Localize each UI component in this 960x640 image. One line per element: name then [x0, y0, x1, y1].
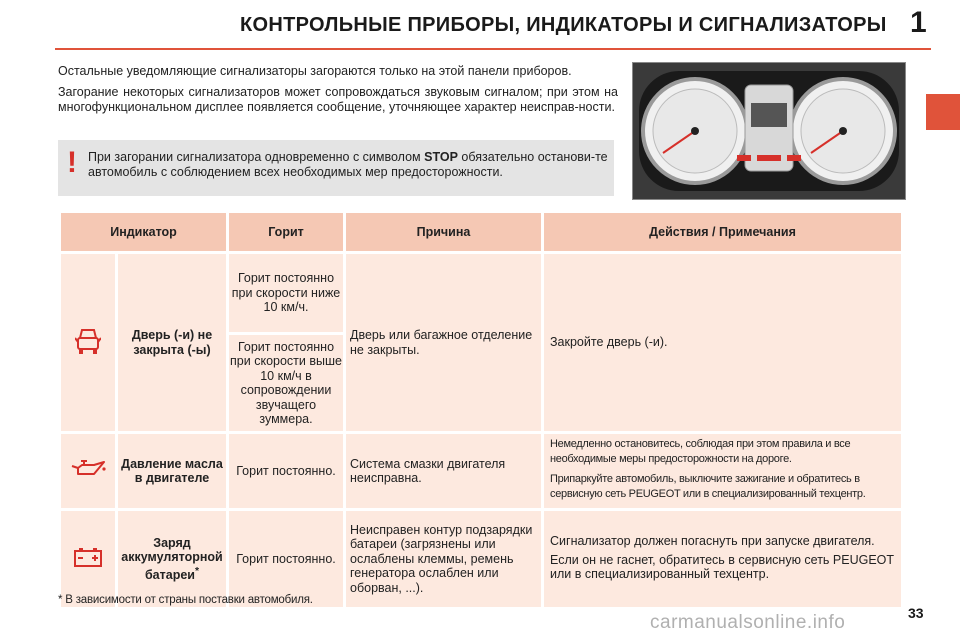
- page-header-title: КОНТРОЛЬНЫЕ ПРИБОРЫ, ИНДИКАТОРЫ И СИГНАЛИЗАТОРЫ: [240, 14, 887, 36]
- header-cause: Причина: [346, 213, 541, 251]
- table-row: [61, 254, 901, 332]
- intro-paragraph-2: Загорание некоторых сигнализаторов может сопровождаться звуковым сигналом; при этом на многофункциональном дисплее появляется сообщение, уточняющее характер неисправ-ности.: [58, 85, 618, 114]
- action-text: [544, 434, 901, 508]
- indicator-name-text: Заряд аккумуляторной батареи: [121, 535, 223, 582]
- warning-text-start: При загорании сигнализатора одновременно с символом: [88, 150, 425, 164]
- header-rule: [55, 48, 931, 50]
- indicator-name: [118, 511, 226, 607]
- on-condition: Горит постоянно при скорости выше 10 км/ч в сопровождении звучащего зуммера.: [229, 335, 343, 431]
- warning-stop-word: STOP: [424, 150, 458, 164]
- header-indicator: Индикатор: [61, 213, 226, 251]
- instrument-cluster-image: [632, 62, 906, 200]
- table-header-row: [61, 213, 901, 251]
- indicator-table: [58, 210, 904, 610]
- header-on: Горит: [229, 213, 343, 251]
- watermark: carmanualsonline.info: [650, 612, 846, 633]
- cause-text: Неисправен контур подзарядки батареи (загрязнены или ослаблены клеммы, ремень генератора ослаблен или оборван, ...).: [346, 511, 541, 607]
- indicator-name: Дверь (-и) не закрыта (-ы): [118, 254, 226, 431]
- on-condition: Горит постоянно при скорости ниже 10 км/ч.: [229, 254, 343, 332]
- action-text: [544, 511, 901, 607]
- page-number: 33: [908, 605, 924, 621]
- action-paragraph: Немедленно остановитесь, соблюдая при этом правила и все необходимые меры предосторожности на дороге.: [550, 438, 851, 465]
- footnote: * В зависимости от страны поставки автомобиля.: [58, 594, 313, 606]
- battery-icon: [61, 511, 115, 607]
- table-row: [61, 434, 901, 508]
- chapter-tab: [926, 94, 960, 130]
- intro-text: [58, 64, 618, 121]
- cause-text: Система смазки двигателя неисправна.: [346, 434, 541, 508]
- warning-text-end: обязательно останови-те автомобиль с соблюдением всех необходимых мер предосторожности.: [88, 150, 608, 179]
- cause-text: Дверь или багажное отделение не закрыты.: [346, 254, 541, 431]
- warning-text: [88, 150, 608, 180]
- action-paragraph: Если он не гаснет, обратитесь в сервисную сеть PEUGEOT или в специализированный техцентр.: [550, 552, 894, 582]
- table-row: [61, 511, 901, 607]
- header-actions: Действия / Примечания: [544, 213, 901, 251]
- footnote-mark: *: [194, 565, 200, 577]
- action-paragraph: Припаркуйте автомобиль, выключите зажигание и обратитесь в сервисную сеть PEUGEOT или в специализированный техцентр.: [550, 473, 866, 500]
- oil-pressure-icon: [61, 434, 115, 508]
- warning-exclamation-icon: !: [67, 146, 77, 179]
- action-text: Закройте дверь (-и).: [544, 254, 901, 431]
- warning-box: [58, 140, 614, 196]
- on-condition: Горит постоянно.: [229, 511, 343, 607]
- action-paragraph: Сигнализатор должен погаснуть при запуске двигателя.: [550, 534, 875, 549]
- chapter-number: 1: [910, 6, 927, 39]
- intro-paragraph-1: Остальные уведомляющие сигнализаторы загораются только на этой панели приборов.: [58, 64, 572, 78]
- door-open-icon: [61, 254, 115, 431]
- indicator-name: Давление масла в двигателе: [118, 434, 226, 508]
- on-condition: Горит постоянно.: [229, 434, 343, 508]
